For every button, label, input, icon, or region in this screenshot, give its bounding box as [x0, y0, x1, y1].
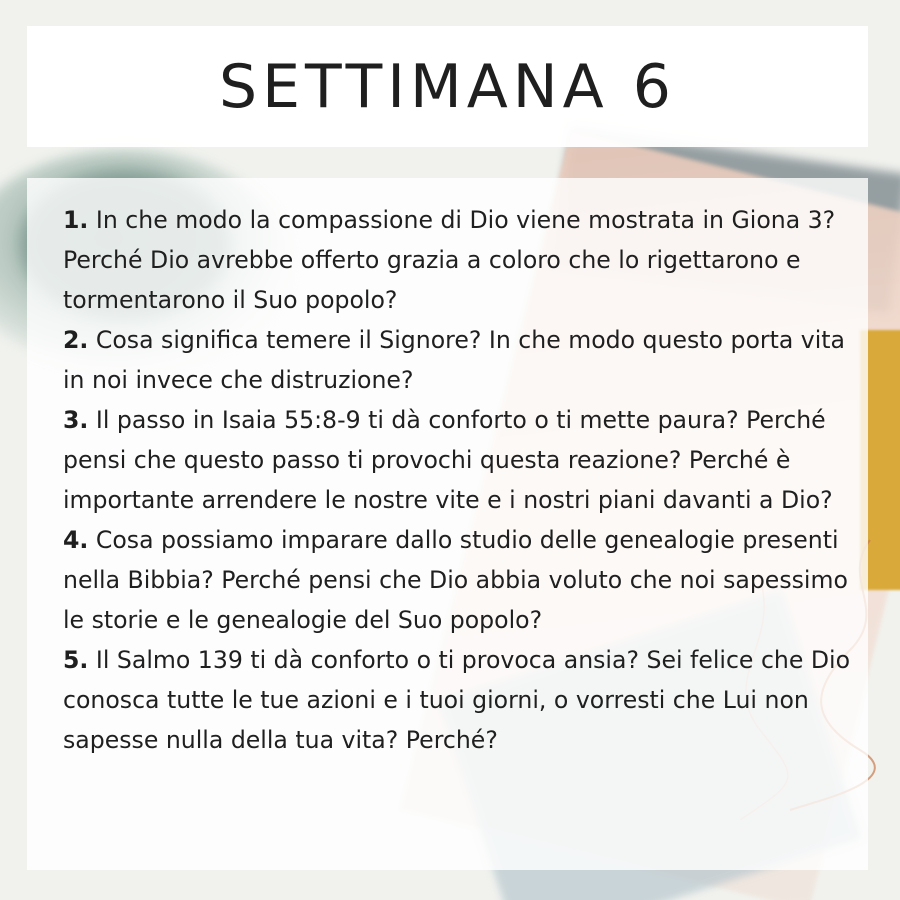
- page-title: SETTIMANA 6: [219, 51, 676, 122]
- question-item: [63, 520, 854, 640]
- question-number: 3.: [63, 406, 89, 434]
- question-number: 5.: [63, 646, 89, 674]
- title-panel: [27, 26, 868, 147]
- question-text: Il Salmo 139 ti dà conforto o ti provoca ansia? Sei felice che Dio conosca tutte le tue azioni e i tuoi giorni, o vorresti che Lui non sapesse nulla della tua vita? Perché?: [63, 646, 851, 754]
- question-text: Cosa possiamo imparare dallo studio delle genealogie presenti nella Bibbia? Perché pensi che Dio abbia voluto che noi sapessimo le storie e le genealogie del Suo popolo?: [63, 526, 848, 634]
- question-item: [63, 400, 854, 520]
- question-number: 2.: [63, 326, 89, 354]
- question-number: 4.: [63, 526, 89, 554]
- question-item: [63, 320, 854, 400]
- question-number: 1.: [63, 206, 89, 234]
- questions-panel: [27, 178, 868, 870]
- question-text: Il passo in Isaia 55:8-9 ti dà conforto o ti mette paura? Perché pensi che questo passo ti provochi questa reazione? Perché è importante arrendere le nostre vite e i nostri piani davanti a Dio?: [63, 406, 833, 514]
- question-text: In che modo la compassione di Dio viene mostrata in Giona 3? Perché Dio avrebbe offerto grazia a coloro che lo rigettarono e tormentarono il Suo popolo?: [63, 206, 836, 314]
- question-item: [63, 640, 854, 760]
- question-text: Cosa significa temere il Signore? In che modo questo porta vita in noi invece che distruzione?: [63, 326, 846, 394]
- question-item: [63, 200, 854, 320]
- questions-list: [63, 200, 854, 760]
